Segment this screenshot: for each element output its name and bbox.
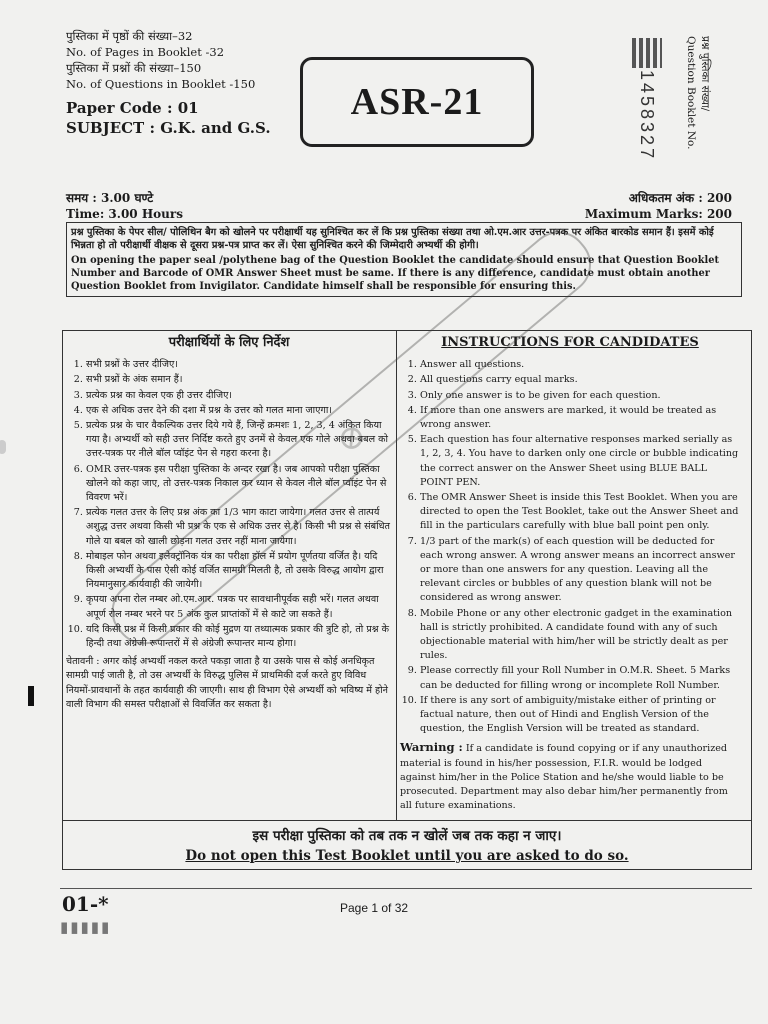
warning-hindi: चेतावनी : अगर कोई अभ्यर्थी नकल करते पकड़ा जाता है या उसके पास से कोई अनधिकृत सामग्री पाई जाती है, तो उस अभ्यर्थी के विरुद्ध पुलिस में प्राथमिकी दर्ज करते हुए विविध नियमों-प्रावधानों के तहत कार्यवाही की जाएगी। साथ ही विभाग ऐसे अभ्यर्थी को भविष्य में होने वाली विभाग की समस्त परीक्षाओं से विवर्जित कर सकता है। <box>66 656 388 710</box>
list-item: 10. यदि किसी प्रश्न में किसी प्रकार की कोई मुद्रण या तथ्यात्मक प्रकार की त्रुटि हो, तो प्रश्न के हिन्दी तथा अंग्रेजी रूपान्तरों में से अंग्रेजी रूपान्तर मान्य होगा। <box>86 623 392 651</box>
footer-notice-hindi: इस परीक्षा पुस्तिका को तब तक न खोलें जब तक कहा न जाए। <box>252 828 562 844</box>
instructions-english <box>400 336 740 814</box>
list-item: 6. The OMR Answer Sheet is inside this Test Booklet. When you are directed to open the Test Booklet, take out the Answer Sheet and fill in the particulars carefully with blue ball point pen only. <box>420 491 740 534</box>
list-item: 10. If there is any sort of ambiguity/mistake either of printing or factual nature, then out of Hindi and English Version of the question, the English Version will be treated as standard. <box>420 694 740 737</box>
list-item: 2. All questions carry equal marks. <box>420 373 740 387</box>
list-item: 4. If more than one answers are marked, it would be treated as wrong answer. <box>420 404 740 432</box>
time-info <box>66 190 183 222</box>
punch-hole <box>0 440 6 454</box>
marks-hindi: अधिकतम अंक : 200 <box>628 191 732 205</box>
watermark-stamp: ⊗ <box>99 219 603 656</box>
list-item: 1. Answer all questions. <box>420 358 740 372</box>
booklet-code: 01-* <box>62 892 109 916</box>
instructions-english-heading: INSTRUCTIONS FOR CANDIDATES <box>441 335 699 350</box>
time-english: Time: 3.00 Hours <box>66 207 183 221</box>
list-item: 5. Each question has four alternative responses marked serially as 1, 2, 3, 4. You have to darken only one circle or bubble indicating the correct answer on the Answer Sheet using BLUE BALL POINT PEN. <box>420 433 740 490</box>
warning-english <box>400 740 740 813</box>
exam-code-box: ASR-21 <box>300 57 534 147</box>
list-item: 7. प्रत्येक गलत उत्तर के लिए प्रश्न अंक का 1/3 भाग काटा जायेगा। गलत उत्तर से तात्पर्य अशुद्ध उत्तर अथवा किसी भी प्रश्न के एक से अधिक उत्तर से है। किसी भी प्रश्न से संबंधित गोले या बबल को खाली छोड़ना गलत उत्तर नहीं माना जायेगा। <box>86 506 392 549</box>
pages-hindi: पुस्तिका में पृष्ठों की संख्या–32 <box>66 29 193 43</box>
footer-notice-english: Do not open this Test Booklet until you are asked to do so. <box>185 848 629 864</box>
booklet-number-label <box>684 36 712 150</box>
booklet-serial-number: 1458327 <box>637 70 657 162</box>
paper-code: Paper Code : 01 <box>66 99 199 117</box>
warning-text: If a candidate is found copying or if any unauthorized material is found in his/her possession, F.I.R. would be lodged against him/her in the Police Station and he/she would liable to be prosecuted. Department may also debar him/her permanently from all future examinations. <box>400 743 728 812</box>
page-number: Page 1 of 32 <box>340 901 409 915</box>
list-item: 8. मोबाइल फोन अथवा इलेक्ट्रॉनिक यंत्र का परीक्षा हॉल में प्रयोग पूर्णतया वर्जित है। यदि किसी अभ्यर्थी के पास ऐसी कोई वर्जित सामग्री मिलती है, तो उसके विरुद्ध आयोग द्वारा नियमानुसार कार्यवाही की जायेगी। <box>86 550 392 593</box>
instructions-english-list <box>400 358 740 736</box>
warning-label: Warning : <box>400 740 463 755</box>
list-item: 3. प्रत्येक प्रश्न का केवल एक ही उत्तर दीजिए। <box>86 389 392 403</box>
notice-english: On opening the paper seal /polythene bag of the Question Booklet the candidate should ensure that Question Booklet Number and Barcode of OMR Answer Sheet must be same. If there is any difference, candidate must obtain another Question Booklet from Invigilator. Candidate himself shall be responsible for ensuring this. <box>71 255 719 292</box>
list-item: 6. OMR उत्तर-पत्रक इस परीक्षा पुस्तिका के अन्दर रखा है। जब आपको परीक्षा पुस्तिका खोलने को कहा जाए, तो उत्तर-पत्रक निकाल कर ध्यान से केवल नीले बॉल प्वॉइंट पेन से विवरण भरें। <box>86 463 392 506</box>
marks-info <box>585 190 732 222</box>
marks-english: Maximum Marks: 200 <box>584 207 732 221</box>
questions-hindi: पुस्तिका में प्रश्नों की संख्या–150 <box>66 61 202 75</box>
list-item: 9. कृपया अपना रोल नम्बर ओ.एम.आर. पत्रक पर सावधानीपूर्वक सही भरें। गलत अथवा अपूर्ण रोल नम्बर भरने पर 5 अंक कुल प्राप्तांकों में से काटे जा सकते हैं। <box>86 593 392 621</box>
pages-english: No. of Pages in Booklet -32 <box>66 45 225 59</box>
booklet-info <box>66 28 271 138</box>
footer-rule <box>60 888 752 889</box>
list-item: 2. सभी प्रश्नों के अंक समान हैं। <box>86 373 392 387</box>
printer-stamp: ▮▮▮▮▮ <box>60 918 112 936</box>
qr-code <box>632 38 662 68</box>
list-item: 4. एक से अधिक उत्तर देने की दशा में प्रश्न के उत्तर को गलत माना जाएगा। <box>86 404 392 418</box>
subject: SUBJECT : G.K. and G.S. <box>66 119 271 137</box>
booklet-number-hindi: प्रश्न पुस्तिका संख्या/ <box>699 36 711 112</box>
booklet-number-english: Question Booklet No. <box>685 36 697 150</box>
margin-mark <box>28 686 34 706</box>
list-item: 7. 1/3 part of the mark(s) of each question will be deducted for each wrong answer. A wrong answer means an incorrect answer or more than one answers for any question. Leaving all the relevant circles or bubbles of any question blank will not be considered as wrong answer. <box>420 535 740 606</box>
seal-notice <box>66 222 742 297</box>
list-item: 8. Mobile Phone or any other electronic gadget in the examination hall is strictly prohibited. A candidate found with any of such objectionable material with him/her will be strictly dealt as per rules. <box>420 607 740 664</box>
list-item: 9. Please correctly fill your Roll Number in O.M.R. Sheet. 5 Marks can be deducted for filling wrong or incomplete Roll Number. <box>420 664 740 692</box>
instructions-hindi-heading: परीक्षार्थियों के लिए निर्देश <box>168 335 290 350</box>
time-hindi: समय : 3.00 घण्टे <box>66 191 154 205</box>
notice-hindi: प्रश्न पुस्तिका के पेपर सील/ पोलिथिन बैग को खोलने पर परीक्षार्थी यह सुनिश्चित कर लें कि प्रश्न पुस्तिका संख्या तथा ओ.एम.आर उत्तर-पत्रक पर अंकित बारकोड समान हैं। इसमें कोई भिन्नता हो तो परीक्षार्थी वीक्षक से दूसरा प्रश्न-पत्र प्राप्त कर लें। ऐसा सुनिश्चित करने की जिम्मेदारी अभ्यर्थी की होगी। <box>71 227 714 251</box>
list-item: 5. प्रत्येक प्रश्न के चार वैकल्पिक उत्तर दिये गये हैं, जिन्हें क्रमशः 1, 2, 3, 4 अंकित किया गया है। अभ्यर्थी को सही उत्तर निर्दिष्ट करते हुए उनमें से केवल एक गोले अथवा बबल को उत्तर-पत्रक पर नीले बॉल प्वॉइंट पेन से गहरा करना है। <box>86 419 392 462</box>
list-item: 1. सभी प्रश्नों के उत्तर दीजिए। <box>86 358 392 372</box>
list-item: 3. Only one answer is to be given for each question. <box>420 389 740 403</box>
questions-english: No. of Questions in Booklet -150 <box>66 77 256 91</box>
